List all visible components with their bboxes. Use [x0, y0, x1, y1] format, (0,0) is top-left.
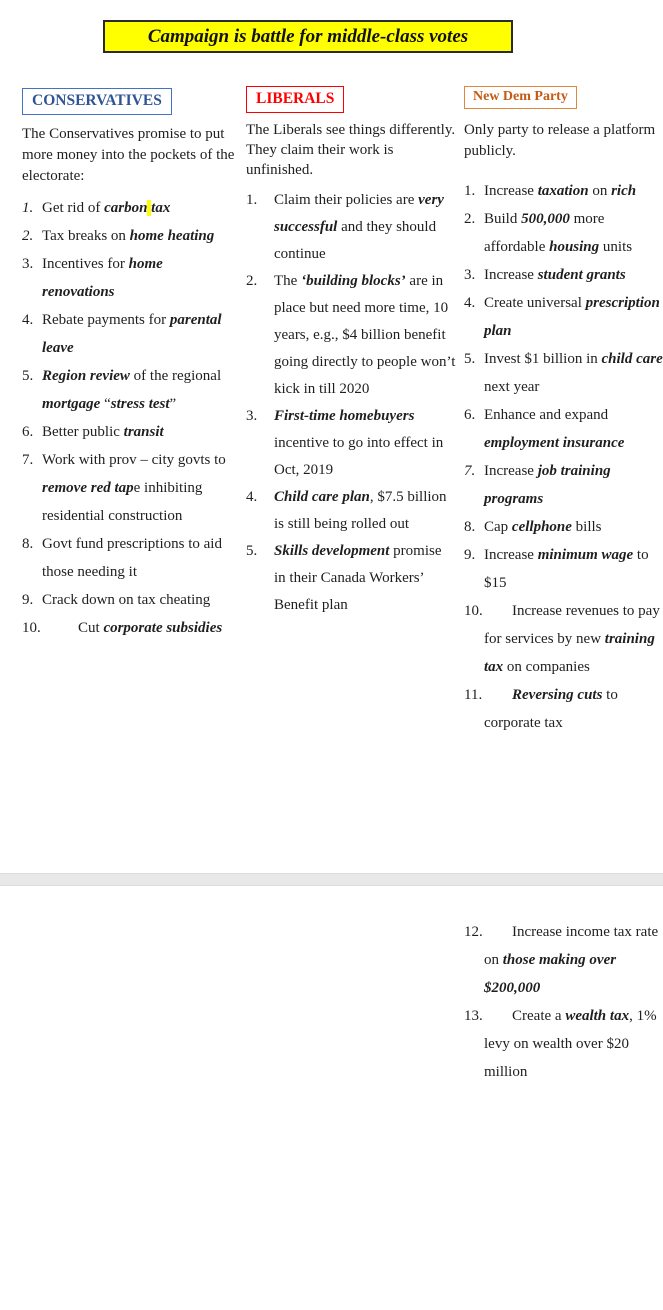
list-item-text: cellphone	[511, 519, 572, 535]
list-item-text: are in place but need more time, 10 years, e.g., $4 billion benefit going directly to people won’t kick in till 2020	[274, 273, 456, 397]
list-item-number: 7.	[22, 452, 34, 468]
list-item-text: First-time homebuyers	[274, 408, 415, 424]
list-item-number: 7.	[464, 463, 476, 479]
list-item-text: minimum wage	[537, 547, 634, 563]
conservatives-intro: The Conservatives promise to put more money into the pockets of the electorate:	[22, 126, 235, 184]
list-item-text: Work with prov – city govts to	[42, 452, 226, 468]
list-item-text: home renovations	[42, 256, 163, 300]
new-dem-party-list-continued	[464, 918, 663, 1086]
list-item-text: and they should continue	[274, 219, 437, 262]
list-item-text: student grants	[537, 267, 626, 283]
list-item	[464, 261, 663, 289]
list-item-text: Incentives for	[42, 256, 129, 272]
list-item-text: Govt fund prescriptions to aid those needing it	[42, 536, 222, 580]
list-item-text: home heating	[129, 228, 215, 244]
list-item-text: Rebate payments for	[42, 312, 170, 328]
list-item-text: corporate subsidies	[103, 620, 223, 636]
list-item-text: Create universal	[484, 295, 586, 311]
list-item-text: Increase revenues to pay for services by new	[484, 603, 660, 647]
liberals-intro: The Liberals see things differently. They claim their work is unfinished.	[246, 122, 456, 178]
list-item-text: training tax	[484, 631, 655, 675]
list-item	[246, 484, 456, 538]
list-item-text: Child care plan	[274, 489, 370, 505]
list-item-number: 12.	[464, 924, 483, 940]
list-item-text: housing	[549, 239, 600, 255]
list-item	[464, 205, 663, 261]
list-item-text: very successful	[274, 192, 444, 235]
list-item-text: 500,000	[521, 211, 570, 227]
list-item-number: 3.	[246, 408, 258, 424]
list-item	[464, 177, 663, 205]
headline-text: Campaign is battle for middle-class votes	[147, 25, 469, 47]
conservatives-column	[22, 88, 235, 642]
list-item-number: 5.	[246, 543, 258, 559]
list-item	[464, 457, 663, 513]
list-item	[464, 681, 663, 737]
list-item-text: Increase	[484, 183, 538, 199]
liberals-header: LIBERALS	[246, 86, 344, 113]
list-item-text: Increase	[484, 463, 538, 479]
new-dem-party-intro: Only party to release a platform publicly.	[464, 122, 656, 159]
list-item-text: on	[588, 183, 612, 199]
list-item-text: Increase	[484, 547, 538, 563]
list-item-text: taxation	[537, 183, 589, 199]
list-item-text: tax	[151, 200, 171, 216]
list-item-text: The	[274, 273, 302, 289]
list-item-text: rich	[611, 183, 637, 199]
new-dem-party-list	[464, 177, 663, 737]
list-item-text: ”	[169, 396, 177, 412]
list-item-number: 13.	[464, 1008, 483, 1024]
list-item-number: 5.	[464, 351, 476, 367]
list-item	[464, 289, 663, 345]
list-item-text: stress test	[110, 396, 170, 412]
list-item	[22, 446, 235, 530]
list-item-text: incentive to go into effect in Oct, 2019	[274, 435, 444, 478]
list-item	[464, 401, 663, 457]
list-item-text: Skills development	[274, 543, 390, 559]
list-item-text: next year	[484, 379, 540, 395]
list-item-text: carbon	[104, 200, 148, 216]
list-item-text: transit	[123, 424, 164, 440]
list-item-text: to corporate tax	[484, 687, 618, 731]
list-item-text: prescription plan	[484, 295, 660, 339]
list-item-text: e inhibiting residential construction	[42, 480, 203, 524]
list-item	[22, 222, 235, 250]
list-item	[22, 586, 235, 614]
liberals-list	[246, 187, 456, 619]
list-item-number: 8.	[464, 519, 476, 535]
list-item-text: child care	[601, 351, 663, 367]
list-item-text: Invest $1 billion in	[484, 351, 602, 367]
list-item-text: Region review	[42, 368, 130, 384]
list-item	[464, 513, 663, 541]
new-dem-party-column-continued	[464, 918, 663, 1086]
list-item-text: ‘building blocks’	[301, 273, 406, 289]
list-item-number: 6.	[464, 407, 476, 423]
conservatives-header: CONSERVATIVES	[22, 88, 172, 115]
headline-banner	[103, 20, 513, 53]
list-item	[464, 345, 663, 401]
list-item-number: 4.	[464, 295, 476, 311]
list-item-text: more affordable	[484, 211, 605, 255]
list-item	[22, 194, 235, 222]
list-item-text: Enhance and expand	[484, 407, 609, 423]
list-item-text: , 1% levy on wealth over $20 million	[484, 1008, 657, 1080]
list-item	[246, 538, 456, 619]
list-item-text: bills	[571, 519, 602, 535]
list-item-number: 5.	[22, 368, 34, 384]
list-item-text: Get rid of	[42, 200, 105, 216]
list-item-text: Better public	[42, 424, 124, 440]
list-item-text: of the regional	[129, 368, 222, 384]
list-item-text: Tax breaks on	[42, 228, 130, 244]
list-item-text: Cap	[484, 519, 512, 535]
list-item-text: mortgage	[42, 396, 101, 412]
list-item-text: wealth tax	[565, 1008, 630, 1024]
list-item-text: Claim their policies are	[274, 192, 419, 208]
list-item-text: parental leave	[42, 312, 222, 356]
list-item	[246, 187, 456, 268]
list-item-number: 3.	[464, 267, 476, 283]
list-item-number: 10.	[464, 603, 483, 619]
page-break-band	[0, 873, 663, 886]
list-item-text: employment insurance	[484, 435, 625, 451]
list-item-number: 1.	[464, 183, 476, 199]
list-item	[22, 418, 235, 446]
list-item-text: Crack down on tax cheating	[42, 592, 211, 608]
list-item-number: 2.	[464, 211, 476, 227]
list-item	[464, 597, 663, 681]
list-item-text: units	[599, 239, 633, 255]
list-item	[246, 268, 456, 403]
list-item-number: 1.	[246, 192, 258, 208]
list-item	[464, 541, 663, 597]
list-item-number: 10.	[22, 620, 41, 636]
list-item	[22, 362, 235, 418]
list-item-number: 9.	[22, 592, 34, 608]
list-item-number: 4.	[22, 312, 34, 328]
list-item-number: 1.	[22, 200, 34, 216]
list-item-text: Cut	[78, 620, 104, 636]
conservatives-list	[22, 194, 235, 642]
list-item-text: to $15	[484, 547, 649, 591]
list-item-text: Reversing cuts	[512, 687, 603, 703]
new-dem-party-column	[464, 86, 663, 737]
list-item-number: 8.	[22, 536, 34, 552]
list-item	[22, 306, 235, 362]
list-item-text: job training programs	[484, 463, 611, 507]
list-item-text: on companies	[503, 659, 590, 675]
list-item-number: 11.	[464, 687, 483, 703]
list-item-text: “	[100, 396, 111, 412]
list-item	[22, 614, 235, 642]
list-item-number: 3.	[22, 256, 34, 272]
list-item	[464, 1002, 663, 1086]
list-item-text: Build	[484, 211, 522, 227]
list-item-number: 2.	[246, 273, 258, 289]
list-item-text: remove red tap	[42, 480, 134, 496]
list-item-text: Create a	[512, 1008, 566, 1024]
list-item-text: , $7.5 billion is still being rolled out	[274, 489, 447, 532]
new-dem-party-header: New Dem Party	[464, 86, 577, 109]
list-item-number: 4.	[246, 489, 258, 505]
list-item	[464, 918, 663, 1002]
list-item-text: promise in their Canada Workers’ Benefit plan	[274, 543, 442, 613]
list-item-text: Increase	[484, 267, 538, 283]
liberals-column	[246, 86, 456, 619]
list-item	[246, 403, 456, 484]
list-item-text: Increase income tax rate on	[484, 924, 659, 968]
list-item	[22, 250, 235, 306]
list-item-number: 6.	[22, 424, 34, 440]
list-item-text: those making over $200,000	[484, 952, 617, 996]
list-item	[22, 530, 235, 586]
list-item-number: 9.	[464, 547, 476, 563]
list-item-number: 2.	[22, 228, 34, 244]
